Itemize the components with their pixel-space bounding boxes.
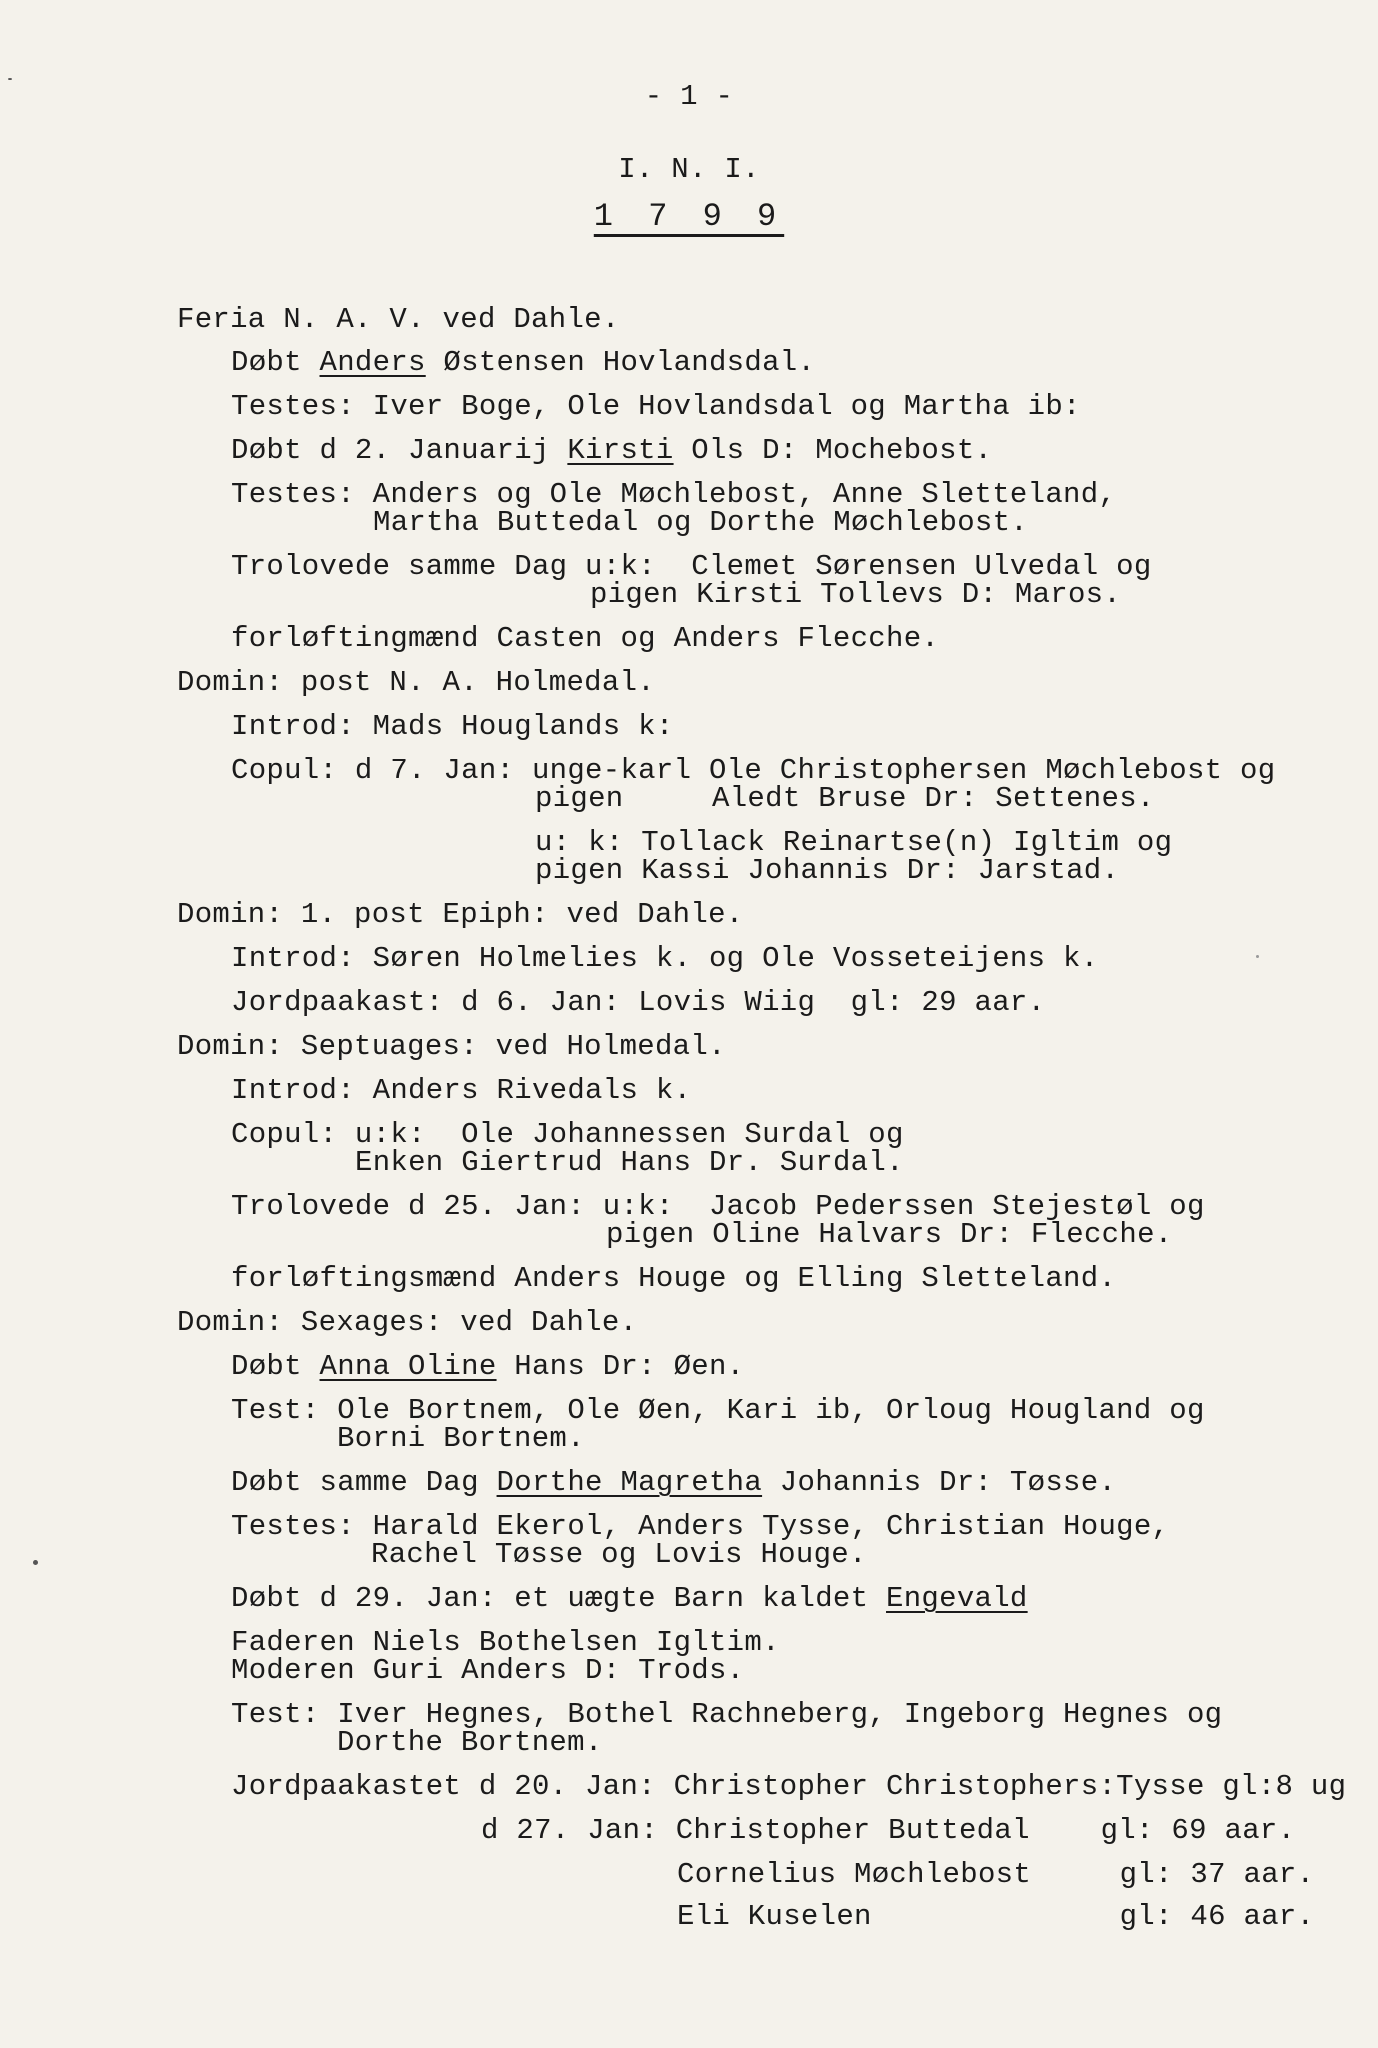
record-line: Døbt Anna Oline Hans Dr: Øen. (231, 1350, 745, 1383)
paper-speck (1256, 955, 1259, 958)
record-line: Faderen Niels Bothelsen Igltim. (231, 1626, 780, 1659)
record-line: Domin: Septuages: ved Holmedal. (177, 1030, 726, 1063)
record-line: Jordpaakast: d 6. Jan: Lovis Wiig gl: 29 aar. (231, 986, 1046, 1019)
record-line: Introd: Mads Houglands k: (231, 710, 674, 743)
underlined-name: Engevald (886, 1582, 1028, 1615)
record-line: Feria N. A. V. ved Dahle. (177, 303, 620, 336)
record-line: Martha Buttedal og Dorthe Møchlebost. (373, 506, 1029, 539)
underlined-name: Kirsti (567, 434, 674, 467)
record-line: Testes: Iver Boge, Ole Hovlandsdal og Martha ib: (231, 390, 1081, 423)
record-line: Døbt d 2. Januarij Kirsti Ols D: Mochebost. (231, 434, 993, 467)
record-line: Domin: post N. A. Holmedal. (177, 666, 655, 699)
record-line: Copul: u:k: Ole Johannessen Surdal og (231, 1118, 904, 1151)
record-line: Døbt samme Dag Dorthe Magretha Johannis Dr: Tøsse. (231, 1466, 1117, 1499)
record-line: pigen Kassi Johannis Dr: Jarstad. (535, 854, 1120, 887)
record-line: pigen Aledt Bruse Dr: Settenes. (535, 782, 1155, 815)
record-line: Test: Ole Bortnem, Ole Øen, Kari ib, Orloug Hougland og (231, 1394, 1205, 1427)
record-line: Testes: Anders og Ole Møchlebost, Anne Sletteland, (231, 478, 1117, 511)
record-line: Testes: Harald Ekerol, Anders Tysse, Christian Houge, (231, 1510, 1170, 1543)
record-line: Cornelius Møchlebost gl: 37 aar. (677, 1858, 1315, 1891)
record-line: Introd: Søren Holmelies k. og Ole Vosseteijens k. (231, 942, 1099, 975)
margin-dot (33, 1560, 38, 1565)
record-line: Trolovede samme Dag u:k: Clemet Sørensen Ulvedal og (231, 550, 1152, 583)
record-line: Test: Iver Hegnes, Bothel Rachneberg, Ingeborg Hegnes og (231, 1698, 1223, 1731)
record-line: Borni Bortnem. (337, 1422, 585, 1455)
record-line: forløftingsmænd Anders Houge og Elling Sletteland. (231, 1262, 1117, 1295)
record-line: Domin: Sexages: ved Dahle. (177, 1306, 638, 1339)
record-line: Jordpaakastet d 20. Jan: Christopher Christophers:Tysse gl:8 ug (231, 1770, 1347, 1803)
record-line: pigen Oline Halvars Dr: Flecche. (606, 1218, 1173, 1251)
record-line: Rachel Tøsse og Lovis Houge. (371, 1538, 867, 1571)
record-line: Enken Giertrud Hans Dr. Surdal. (355, 1146, 904, 1179)
document-heading: I. N. I. (618, 153, 760, 186)
page-number: - 1 - (644, 80, 734, 113)
record-line: Moderen Guri Anders D: Trods. (231, 1654, 745, 1687)
record-line: Domin: 1. post Epiph: ved Dahle. (177, 898, 744, 931)
year-title: 1 7 9 9 (593, 198, 785, 235)
record-line: d 27. Jan: Christopher Buttedal gl: 69 aar. (481, 1814, 1296, 1847)
underlined-name: Anna Oline (319, 1350, 497, 1383)
record-line: Eli Kuselen gl: 46 aar. (677, 1900, 1315, 1933)
record-line: Trolovede d 25. Jan: u:k: Jacob Pederssen Stejestøl og (231, 1190, 1205, 1223)
record-line: forløftingmænd Casten og Anders Flecche. (231, 622, 940, 655)
record-line: Døbt Anders Østensen Hovlandsdal. (231, 346, 816, 379)
record-line: u: k: Tollack Reinartse(n) Igltim og (535, 826, 1173, 859)
record-line: Døbt d 29. Jan: et uægte Barn kaldet Engevald (231, 1582, 1028, 1615)
underlined-name: Dorthe Magretha (496, 1466, 763, 1499)
margin-mark (8, 78, 12, 80)
underlined-name: Anders (319, 346, 426, 379)
record-line: Dorthe Bortnem. (337, 1726, 603, 1759)
record-line: pigen Kirsti Tollevs D: Maros. (590, 578, 1122, 611)
record-line: Copul: d 7. Jan: unge-karl Ole Christophersen Møchlebost og (231, 754, 1276, 787)
record-line: Introd: Anders Rivedals k. (231, 1074, 692, 1107)
